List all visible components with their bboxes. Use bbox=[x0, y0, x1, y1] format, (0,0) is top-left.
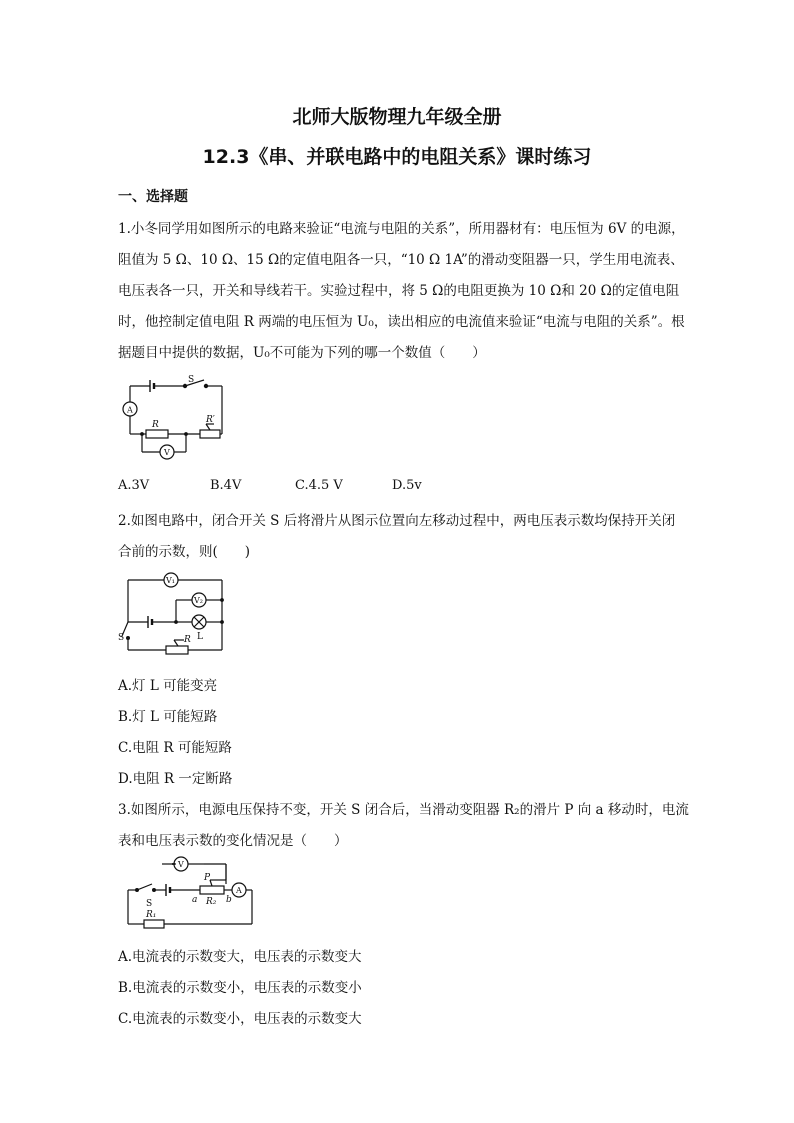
q2-lamp-label: L bbox=[197, 632, 203, 642]
q1-rheostat-label: R′ bbox=[206, 415, 215, 425]
q3-option-c: C.电流表的示数变小，电压表的示数变大 bbox=[118, 1011, 362, 1027]
q3-switch-label: S bbox=[146, 899, 153, 909]
q2-voltmeter2-label: V₂ bbox=[194, 596, 203, 605]
q3-line-2: 表和电压表示数的变化情况是（ ） bbox=[118, 833, 348, 849]
q3-voltmeter-label: V bbox=[178, 860, 184, 869]
q1-line-3: 电压表各一只，开关和导线若干。实验过程中，将 5 Ω的电阻更换为 10 Ω和 20 Ω的定值电阻 bbox=[118, 283, 680, 299]
q1-line-1: 1.小冬同学用如图所示的电路来验证“电流与电阻的关系”，所用器材有：电压恒为 6V 的电源， bbox=[118, 221, 685, 237]
q1-line-2: 阻值为 5 Ω、10 Ω、15 Ω的定值电阻各一只，“10 Ω 1A”的滑动变阻器一只，学生用电流表、 bbox=[118, 252, 684, 268]
q3-ammeter-label: A bbox=[236, 886, 242, 895]
q2-option-a: A.灯 L 可能变亮 bbox=[118, 678, 218, 694]
q2-voltmeter1-label: V₁ bbox=[166, 576, 175, 585]
q3-slider-label: P bbox=[204, 873, 211, 883]
document-subtitle: 12.3《串、并联电路中的电阻关系》课时练习 bbox=[202, 146, 592, 168]
q3-rheostat-label: R₂ bbox=[206, 897, 217, 907]
q1-circuit-diagram bbox=[118, 374, 230, 468]
q1-ammeter-label: A bbox=[127, 405, 133, 415]
section-heading: 一、选择题 bbox=[118, 189, 188, 205]
q3-end-b-label: b bbox=[226, 895, 232, 905]
q2-line-1: 2.如图电路中，闭合开关 S 后将滑片从图示位置向左移动过程中，两电压表示数均保持开关闭 bbox=[118, 513, 676, 529]
q2-option-b: B.灯 L 可能短路 bbox=[118, 709, 218, 725]
q1-resistor-label: R bbox=[152, 420, 159, 430]
q1-switch-label: S bbox=[188, 375, 195, 385]
q1-line-4: 时，他控制定值电阻 R 两端的电压恒为 U₀，读出相应的电流值来验证“电流与电阻的关系”。根 bbox=[118, 314, 685, 330]
q2-option-d: D.电阻 R 一定断路 bbox=[118, 771, 233, 787]
q1-option-b: B.4V bbox=[210, 478, 242, 493]
q3-line-1: 3.如图所示，电源电压保持不变，开关 S 闭合后，当滑动变阻器 R₂的滑片 P 向 a 移动时，电流 bbox=[118, 802, 689, 818]
q3-end-a-label: a bbox=[192, 895, 198, 905]
q1-line-5: 据题目中提供的数据，U₀不可能为下列的哪一个数值（ ） bbox=[118, 345, 486, 361]
document-title: 北师大版物理九年级全册 bbox=[292, 106, 502, 128]
q2-switch-label: S bbox=[118, 633, 125, 643]
q1-option-c: C.4.5 V bbox=[295, 478, 343, 493]
q2-line-2: 合前的示数，则( ) bbox=[118, 544, 251, 560]
q3-resistor-label: R₁ bbox=[146, 910, 157, 920]
q3-circuit-diagram bbox=[118, 854, 258, 936]
q3-option-a: A.电流表的示数变大，电压表的示数变大 bbox=[118, 949, 362, 965]
q2-circuit-diagram bbox=[118, 570, 230, 658]
q2-option-c: C.电阻 R 可能短路 bbox=[118, 740, 232, 756]
q1-option-d: D.5v bbox=[392, 478, 422, 493]
q1-voltmeter-label: V bbox=[164, 448, 170, 457]
q3-option-b: B.电流表的示数变小，电压表的示数变小 bbox=[118, 980, 362, 996]
q2-rheostat-label: R bbox=[184, 635, 191, 645]
q1-option-a: A.3V bbox=[118, 478, 150, 493]
